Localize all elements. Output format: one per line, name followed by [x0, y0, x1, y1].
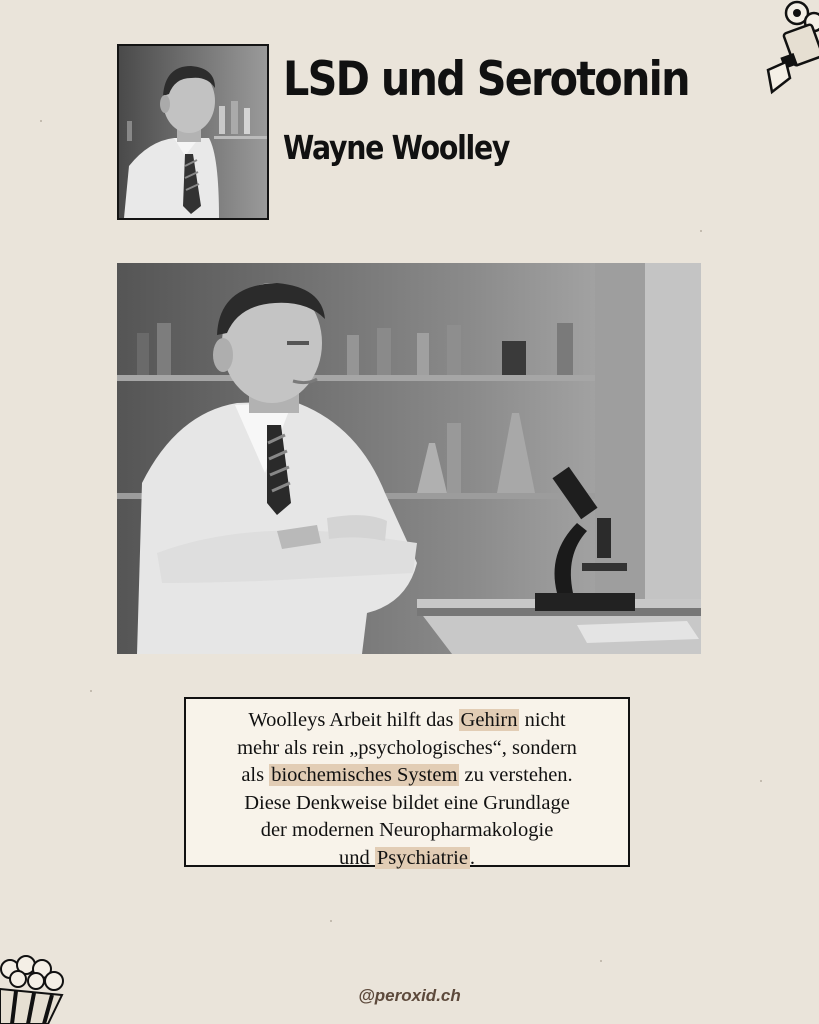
paper-speck [760, 780, 762, 782]
film-camera-icon [764, 0, 819, 98]
text-line: der modernen Neuropharmakologie [260, 819, 554, 841]
paper-speck [40, 120, 42, 122]
text-line: Diese Denkweise bildet eine Grundlage [244, 791, 570, 814]
footer-handle: @peroxid.ch [358, 986, 461, 1005]
highlight-biochemisches-system: biochemisches System [271, 764, 458, 786]
portrait-photo [117, 44, 269, 220]
text-line: als biochemisches System zu verstehen. [241, 764, 573, 786]
text-line: und Psychiatrie. [338, 846, 476, 869]
highlight-psychiatrie: Psychiatrie [376, 846, 468, 869]
paper-speck [330, 920, 332, 922]
text-line: Woolleys Arbeit hilft das Gehirn nicht [248, 709, 566, 731]
info-textbox [184, 697, 630, 867]
lab-photo [117, 263, 701, 654]
text-line: mehr als rein „psychologisches“, sondern [237, 736, 577, 759]
paper-speck [90, 690, 92, 692]
highlight-gehirn: Gehirn [460, 709, 518, 731]
paper-speck [700, 230, 702, 232]
page-subtitle: Wayne Woolley [283, 128, 510, 167]
page-title: LSD und Serotonin [283, 52, 689, 107]
paper-speck [600, 960, 602, 962]
